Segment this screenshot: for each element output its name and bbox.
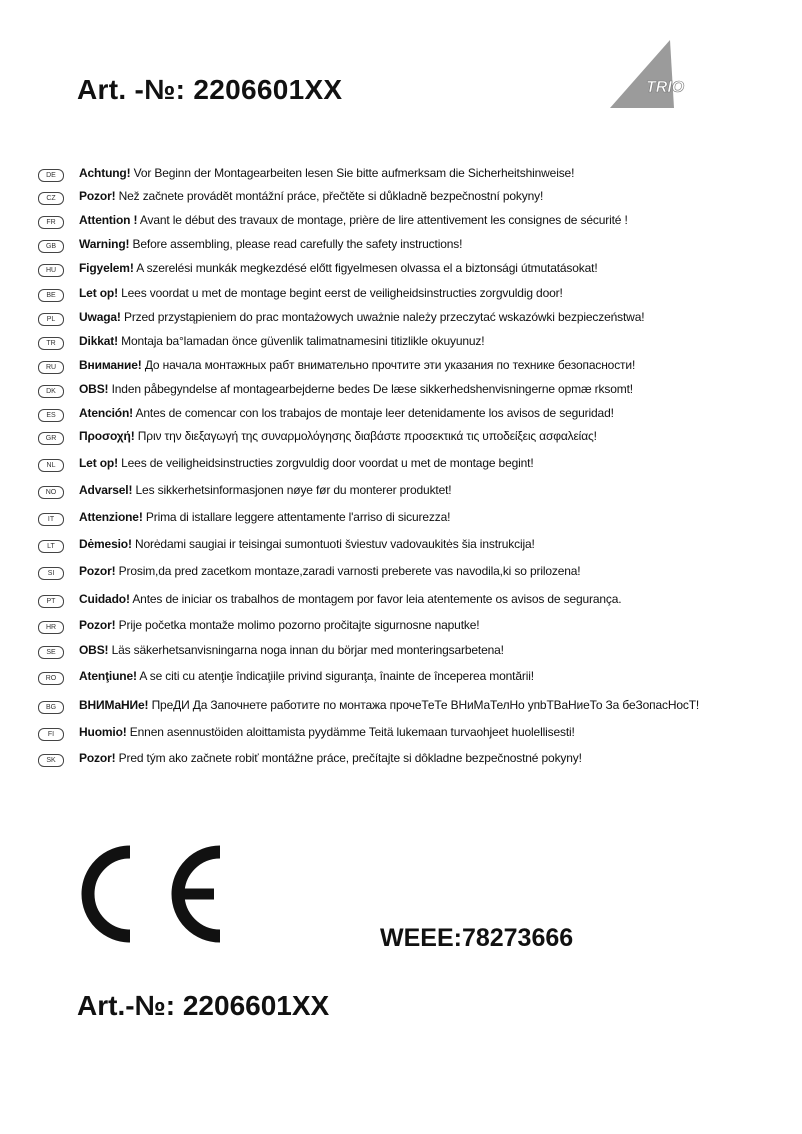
notice-row [0, 236, 802, 256]
notice-row [0, 381, 802, 401]
notice-text [79, 406, 614, 420]
language-badge: BE [38, 289, 64, 302]
language-badge: PT [38, 595, 64, 608]
notice-text [79, 669, 534, 683]
language-badge: DK [38, 385, 64, 398]
notice-text [79, 643, 504, 657]
language-badge: FI [38, 728, 64, 741]
notice-lead: Figyelem! [79, 261, 134, 275]
notice-text [79, 725, 575, 739]
notice-row [0, 428, 802, 448]
notice-lead: Atención! [79, 406, 133, 420]
language-badge: PL [38, 313, 64, 326]
notice-row [0, 260, 802, 280]
notice-lead: Atenţiune! [79, 669, 137, 683]
language-badge: SI [38, 567, 64, 580]
notice-text [79, 286, 563, 300]
notice-body: Montaja ba°lamadan önce güvenlik talimatnamesini titizlikle okuyunuz! [117, 334, 485, 348]
article-number-heading: Art. -№: 2206601XX [77, 74, 343, 105]
notice-row [0, 642, 802, 662]
notice-body: Les sikkerhetsinformasjonen nøye før du monterer produktet! [132, 483, 452, 497]
notice-text [79, 382, 633, 396]
language-badge: GB [38, 240, 64, 253]
notice-lead: Pozor! [79, 189, 116, 203]
notice-body: Läs säkerhetsanvisningarna noga innan du börjar med monteringsarbetena! [108, 643, 504, 657]
notice-text [79, 510, 450, 524]
notice-text [79, 358, 635, 372]
notice-body: Antes de comencar con los trabajos de montaje leer detenidamente los avisos de seguridad! [132, 406, 614, 420]
notice-text [79, 592, 621, 606]
notice-body: Lees voordat u met de montage begint eerst de veiligheidsinstructies zorgvuldig door! [117, 286, 563, 300]
notice-lead: Attenzione! [79, 510, 143, 524]
notice-text [79, 564, 580, 578]
article-number-footer: Art.-№: 2206601XX [77, 990, 330, 1021]
notice-lead: Dėmesio! [79, 537, 132, 551]
notice-row [0, 455, 802, 475]
language-badge: ES [38, 409, 64, 422]
notice-lead: OBS! [79, 382, 109, 396]
notice-body: Πριν την διεξαγωγή της συναρμολόγησης διαβάστε προσεκτικά τις υποδείξεις ασφαλείας! [134, 429, 597, 443]
notice-body: Antes de iniciar os trabalhos de montagem por favor leia atentemente os avisos de segurança. [129, 592, 622, 606]
notice-lead: Dikkat! [79, 334, 118, 348]
notice-lead: Achtung! [79, 166, 131, 180]
notice-lead: Let op! [79, 456, 118, 470]
notice-row [0, 212, 802, 232]
notice-text [79, 618, 479, 632]
language-badge: RO [38, 672, 64, 685]
notice-text [79, 261, 598, 275]
notice-text [79, 166, 574, 180]
notice-lead: OBS! [79, 643, 109, 657]
notice-body: Prima di istallare leggere attentamente l'arriso di sicurezza! [142, 510, 451, 524]
weee-number: WEEE:78273666 [380, 924, 574, 952]
notice-row [0, 591, 802, 611]
notice-lead: Pozor! [79, 618, 116, 632]
notice-body: Prije početka montaže molimo pozorno pročitajte sigurnosne naputke! [115, 618, 480, 632]
notice-body: A se citi cu atenţie îndicaţiile privind siguranţa, înainte de începerea montării! [136, 669, 534, 683]
notice-row [0, 188, 802, 208]
notice-row [0, 482, 802, 502]
language-badge: LT [38, 540, 64, 553]
notice-text [79, 698, 699, 712]
language-badge: IT [38, 513, 64, 526]
notice-lead: Pozor! [79, 564, 116, 578]
language-badge: HR [38, 621, 64, 634]
notice-body: Przed przystąpieniem do prac montażowych uważnie należy przeczytać wskazówki bezpieczeństwa! [120, 310, 645, 324]
language-badge: SE [38, 646, 64, 659]
notice-body: Ennen asennustöiden aloittamista pyydämme Teitä lukemaan turvaohjeet huolellisesti! [126, 725, 575, 739]
notice-body: ПреДИ Да Започнете работите по монтажа прочеТеТе ВНиМаТелНо упbТВаНиеТо За беЗопасНосТ! [148, 698, 700, 712]
notice-body: До начала монтажных рабт внимательно прочтите эти указания по технике безопасности! [141, 358, 636, 372]
notice-body: Before assembling, please read carefully the safety instructions! [129, 237, 463, 251]
notice-body: Než začnete provádět montážní práce, přečtěte si důkladně bezpečnostní pokyny! [115, 189, 544, 203]
notice-lead: Внимание! [79, 358, 142, 372]
notice-text [79, 310, 644, 324]
ce-mark [74, 838, 230, 950]
language-badge: FR [38, 216, 64, 229]
notice-row [0, 333, 802, 353]
notice-text [79, 189, 543, 203]
trio-logo [606, 40, 702, 110]
notice-lead: Attention ! [79, 213, 138, 227]
language-badge: CZ [38, 192, 64, 205]
notice-text [79, 537, 535, 551]
notice-lead: Huomio! [79, 725, 127, 739]
notice-lead: Advarsel! [79, 483, 133, 497]
language-badge: RU [38, 361, 64, 374]
notice-body: Vor Beginn der Montagearbeiten lesen Sie bitte aufmerksam die Sicherheitshinweise! [130, 166, 575, 180]
language-badge: TR [38, 337, 64, 350]
notice-row [0, 309, 802, 329]
notice-text [79, 429, 597, 443]
notice-text [79, 456, 534, 470]
notice-text [79, 237, 462, 251]
language-badge: NO [38, 486, 64, 499]
notice-row [0, 750, 802, 770]
logo-text: TRIO [646, 79, 685, 96]
notice-text [79, 751, 582, 765]
notice-row [0, 724, 802, 744]
notice-row [0, 617, 802, 637]
language-badge: GR [38, 432, 64, 445]
notice-lead: ВНИМаНИе! [79, 698, 149, 712]
notice-lead: Προσοχή! [79, 429, 135, 443]
notice-body: Avant le début des travaux de montage, prière de lire attentivement les consignes de sécurité ! [137, 213, 628, 227]
language-badge: DE [38, 169, 64, 182]
notice-text [79, 483, 452, 497]
language-badge: NL [38, 459, 64, 472]
notice-row [0, 405, 802, 425]
language-badge: BG [38, 701, 64, 714]
notice-row [0, 165, 802, 185]
notice-body: Inden påbegyndelse af montagearbejderne bedes De læse sikkerhedshenvisningerne opmæ rksomt! [108, 382, 633, 396]
notice-text [79, 213, 628, 227]
notice-row [0, 357, 802, 377]
notice-lead: Warning! [79, 237, 130, 251]
notice-body: Pred tým ako začnete robiť montážne práce, prečítajte si dôkladne bezpečnostné pokyny! [115, 751, 582, 765]
notice-row [0, 697, 802, 717]
notice-lead: Let op! [79, 286, 118, 300]
notice-body: Lees de veiligheidsinstructies zorgvuldig door voordat u met de montage begint! [117, 456, 534, 470]
notice-lead: Uwaga! [79, 310, 121, 324]
notice-row [0, 563, 802, 583]
language-badge: SK [38, 754, 64, 767]
notice-lead: Cuidado! [79, 592, 130, 606]
notice-body: Norėdami saugiai ir teisingai sumontuoti šviestuv vadovaukitės šia instrukcija! [131, 537, 535, 551]
notice-row [0, 285, 802, 305]
notice-body: Prosim,da pred zacetkom montaze,zaradi varnosti preberete vas navodila,ki so prilozena! [115, 564, 581, 578]
notice-row [0, 668, 802, 688]
notice-body: A szerelési munkák megkezdésé előtt figyelmesen olvassa el a biztonsági útmutatásokat! [133, 261, 598, 275]
notice-row [0, 536, 802, 556]
notice-text [79, 334, 484, 348]
language-badge: HU [38, 264, 64, 277]
notice-row [0, 509, 802, 529]
notice-lead: Pozor! [79, 751, 116, 765]
